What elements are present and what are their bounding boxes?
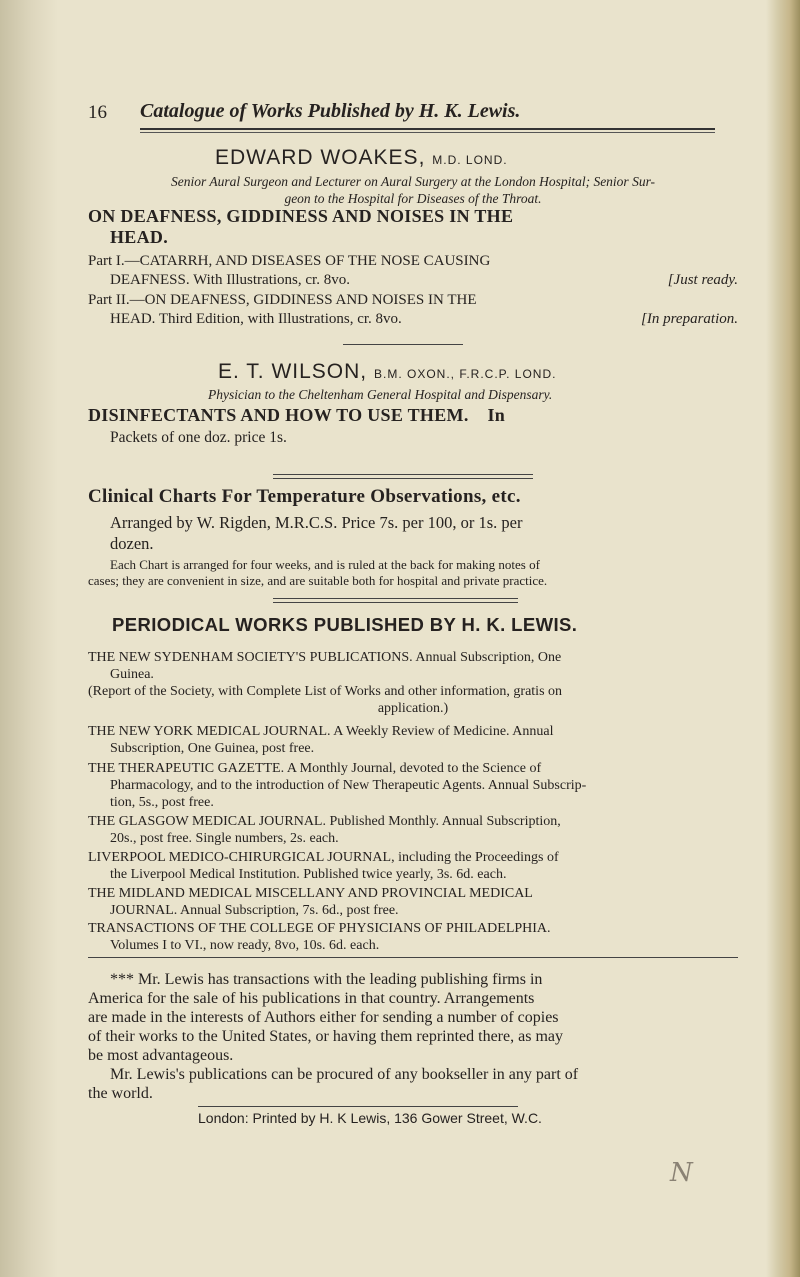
clinical-title: Clinical Charts For Temperature Observations, etc. <box>88 486 521 507</box>
periodical-entry: THE GLASGOW MEDICAL JOURNAL. Published Monthly. Annual Subscription, 20s., post free. Single numbers, 2s. each. <box>88 814 561 846</box>
section-rule <box>273 474 533 475</box>
section-rule <box>343 344 463 345</box>
page-number: 16 <box>88 102 107 123</box>
wilson-packets: Packets of one doz. price 1s. <box>110 429 287 446</box>
periodical-entry: THE NEW YORK MEDICAL JOURNAL. A Weekly Review of Medicine. Annual Subscription, One Guinea, post free. <box>88 724 554 756</box>
periodical-entry: THE MIDLAND MEDICAL MISCELLANY AND PROVINCIAL MEDICAL JOURNAL. Annual Subscription, 7s. 6d., post free. <box>88 886 533 918</box>
woakes-position: Senior Aural Surgeon and Lecturer on Aural Surgery at the London Hospital; Senior Sur- geon to the Hospital for Diseases of the Throat. <box>170 174 656 206</box>
part1-status: [Just ready. <box>667 272 738 288</box>
header-rule-thin <box>140 132 715 133</box>
wilson-title: DISINFECTANTS AND HOW TO USE THEM. In <box>88 405 506 425</box>
section-rule-thin <box>273 478 533 479</box>
wilson-author: E. T. WILSON, B.M. OXON., F.R.C.P. LOND. <box>218 360 557 383</box>
woakes-author: EDWARD WOAKES, M.D. LOND. <box>215 146 508 169</box>
lewis-notice: *** Mr. Lewis has transactions with the leading publishing firms in America for the sale of his publications in that country. Arrangements are made in the interests of Authors either for sending a number of copies of their works to the United States, or having them reprinted there, as may be most advantageous. Mr. Lewis's publications can be procured of any bookseller in any part of the world. <box>88 971 579 1102</box>
section-rule <box>273 598 518 599</box>
woakes-part2: Part II.—ON DEAFNESS, GIDDINESS AND NOISES IN THE HEAD. Third Edition, with Illustrations, cr. 8vo. [In preparation. <box>88 292 738 327</box>
clinical-note: Each Chart is arranged for four weeks, and is ruled at the back for making notes of cases; they are convenient in size, and are suitable both for hospital and private practice. <box>88 557 548 588</box>
periodical-entry: THE NEW SYDENHAM SOCIETY'S PUBLICATIONS. Annual Subscription, One Guinea. (Report of the Society, with Complete List of Works and other information, gratis on application.) <box>88 650 563 716</box>
right-page-edge <box>766 0 800 1277</box>
left-page-edge <box>0 0 58 1277</box>
header-rule <box>140 128 715 130</box>
periodical-entry: TRANSACTIONS OF THE COLLEGE OF PHYSICIANS OF PHILADELPHIA. Volumes I to VI., now ready, 8vo, 10s. 6d. each. <box>88 921 551 953</box>
section-rule <box>88 957 738 958</box>
periodical-entry: LIVERPOOL MEDICO-CHIRURGICAL JOURNAL, including the Proceedings of the Liverpool Medical Institution. Published twice yearly, 3s. 6d. each. <box>88 850 559 882</box>
imprint-rule <box>198 1106 518 1107</box>
running-header <box>88 98 778 132</box>
periodical-entry: THE THERAPEUTIC GAZETTE. A Monthly Journal, devoted to the Science of Pharmacology, and to the introduction of New Therapeutic Agents. Annual Subscrip- tion, 5s., post free. <box>88 761 587 810</box>
part2-status: [In preparation. <box>641 311 738 327</box>
running-title: Catalogue of Works Published by H. K. Lewis. <box>140 100 521 122</box>
periodicals-heading: PERIODICAL WORKS PUBLISHED BY H. K. LEWIS. <box>112 614 578 635</box>
printer-imprint: London: Printed by H. K Lewis, 136 Gower Street, W.C. <box>198 1110 542 1126</box>
clinical-desc: Arranged by W. Rigden, M.R.C.S. Price 7s. per 100, or 1s. per dozen. <box>110 513 523 553</box>
woakes-part1: Part I.—CATARRH, AND DISEASES OF THE NOSE CAUSING DEAFNESS. With Illustrations, cr. 8vo. [Just ready. <box>88 253 738 288</box>
woakes-title: ON DEAFNESS, GIDDINESS AND NOISES IN THE HEAD. <box>88 206 514 247</box>
wilson-position: Physician to the Cheltenham General Hospital and Dispensary. <box>208 387 553 402</box>
section-rule-thin <box>273 602 518 603</box>
pencil-mark: N <box>670 1158 693 1188</box>
